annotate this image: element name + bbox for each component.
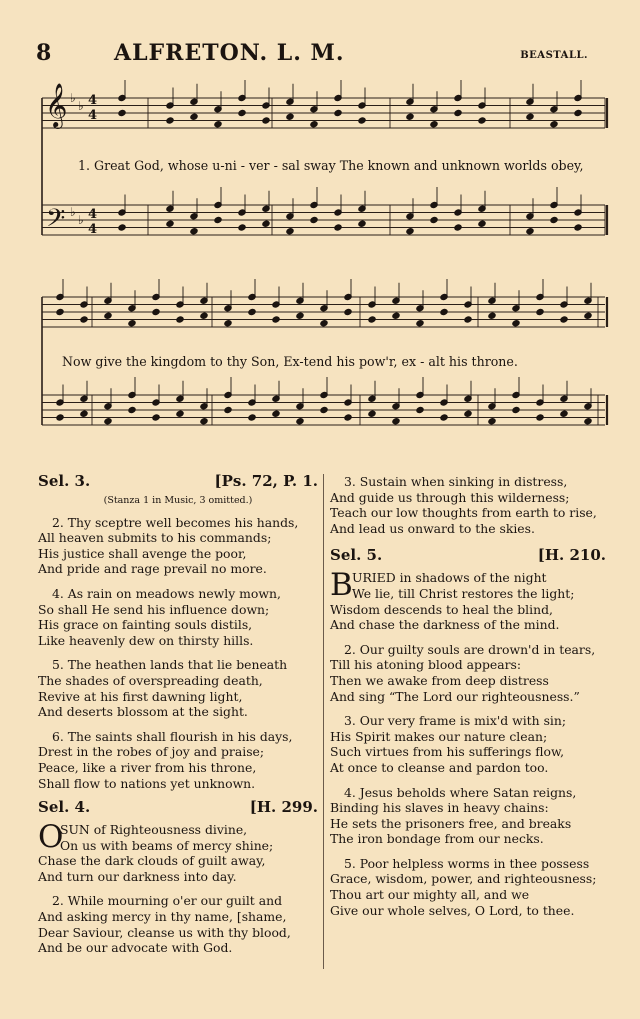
svg-text:♭: ♭ [70, 205, 76, 219]
selection-label: Sel. 5. [330, 546, 383, 565]
selection-heading [38, 474, 318, 496]
stanza-line: Such virtues from his sufferings flow, [330, 744, 565, 760]
bass-clef-icon: 𝄢 [46, 204, 66, 239]
stanza-line: SUN of Righteousness divine, [60, 822, 248, 838]
stanza-line: The iron bondage from our necks. [330, 831, 544, 847]
stanza-line: Chase the dark clouds of guilt away, [38, 853, 266, 869]
stanza-line: Grace, wisdom, power, and righteousness; [330, 871, 597, 887]
stanza-line: And turn our darkness into day. [38, 868, 237, 884]
stanza-line: 6. The saints shall flourish in his days, [52, 728, 293, 744]
time-signature-icon: 4 [88, 93, 98, 108]
stanza-line: All heaven submits to his commands; [38, 530, 272, 546]
stanza [330, 713, 606, 775]
stanza-line: Wisdom descends to heal the blind, [330, 601, 553, 617]
stanza-line: And deserts blossom at the sight. [38, 704, 248, 720]
page-number: 8 [36, 40, 52, 66]
stanza-line: Revive at his first dawning light, [38, 688, 243, 704]
stanza-line: Give our whole selves, O Lord, to thee. [330, 902, 575, 918]
stanza [330, 785, 606, 847]
stanza-line: 4. As rain on meadows newly mown, [52, 585, 281, 601]
stanza-line: 2. Our guilty souls are drown'd in tears, [344, 641, 596, 657]
stanza-line: At once to cleanse and pardon too. [330, 759, 549, 775]
drop-cap: B [330, 567, 353, 604]
stanza-line: Thou art our mighty all, and we [330, 887, 530, 903]
stanza-line: And lead us onward to the skies. [330, 520, 535, 536]
stanza-line: Like heavenly dew on thirsty hills. [38, 632, 254, 648]
stanza-line: Shall flow to nations yet unknown. [38, 775, 256, 791]
stanza-line: The shades of overspreading death, [38, 672, 263, 688]
selection-reference: [H. 210. [537, 546, 606, 565]
stanza-line: 2. Thy sceptre well becomes his hands, [52, 514, 299, 530]
svg-text:4: 4 [88, 108, 98, 123]
stanza-line: Peace, like a river from his throne, [38, 759, 257, 775]
lyric-line-1: 1. Great God, whose u-ni - ver - sal sway The known and unknown worlds obey, [78, 158, 584, 173]
svg-text:4: 4 [88, 222, 98, 237]
stanza [38, 819, 318, 884]
stanza-line: Dear Saviour, cleanse us with thy blood, [38, 924, 291, 940]
stanza-line: We lie, till Christ restores the light; [352, 585, 575, 601]
stanza-line: And chase the darkness of the mind. [330, 617, 560, 633]
stanza-line: 3. Sustain when sinking in distress, [344, 474, 568, 489]
stanza-line: And asking mercy in thy name, [shame, [38, 909, 287, 925]
svg-text:♭: ♭ [78, 99, 84, 113]
selection-label: Sel. 3. [38, 472, 91, 490]
stanza-line: Teach our low thoughts from earth to rise, [330, 505, 597, 521]
tune-title: ALFRETON. L. M. [114, 40, 345, 66]
right-column [330, 474, 606, 927]
column-divider [323, 474, 324, 969]
stanza-line: Drest in the robes of joy and praise; [38, 744, 265, 760]
stanza [330, 474, 606, 536]
stanza [38, 893, 318, 955]
svg-text:4: 4 [88, 207, 98, 222]
treble-clef-icon: 𝄞 [45, 83, 68, 127]
left-column [38, 474, 318, 965]
stanza-line: On us with beams of mercy shine; [60, 837, 274, 853]
stanza [38, 515, 318, 577]
stanza-line: And be our advocate with God. [38, 940, 233, 956]
stanza-line: 2. While mourning o'er our guilt and [52, 893, 282, 909]
stanza [330, 567, 606, 633]
stanza [38, 586, 318, 648]
drop-cap: O [38, 819, 64, 856]
lyric-line-2: Now give the kingdom to thy Son, Ex-tend his pow'r, ex - alt his throne. [62, 354, 518, 369]
stanza-line: Then we awake from deep distress [330, 672, 549, 688]
flat-icon: ♭ [70, 91, 76, 105]
stanza [330, 856, 606, 918]
stanza-line: URIED in shadows of the night [352, 570, 547, 586]
selection-reference: [Ps. 72, P. 1. [214, 472, 318, 490]
svg-text:♭: ♭ [78, 213, 84, 227]
stanza-line: And guide us through this wilderness; [330, 489, 570, 505]
stanza [330, 642, 606, 704]
selection-heading [38, 800, 318, 822]
stanza-line: So shall He send his influence down; [38, 601, 270, 617]
stanza-note: (Stanza 1 in Music, 3 omitted.) [103, 495, 253, 506]
stanza-line: Binding his slaves in heavy chains: [330, 800, 549, 816]
stanza-line: And sing “The Lord our righteousness.” [330, 688, 580, 704]
stanza-line: He sets the prisoners free, and breaks [330, 815, 572, 831]
stanza [38, 729, 318, 791]
stanza-line: Till his atoning blood appears: [330, 657, 522, 673]
stanza-line: His justice shall avenge the poor, [38, 545, 247, 561]
stanza-line: 3. Our very frame is mix'd with sin; [344, 713, 567, 729]
stanza [38, 657, 318, 719]
stanza-line: His Spirit makes our nature clean; [330, 728, 548, 744]
stanza-line: 5. Poor helpless worms in thee possess [344, 855, 590, 871]
stanza-line: 5. The heathen lands that lie beneath [52, 657, 288, 673]
selection-heading [330, 548, 606, 570]
stanza-line: And pride and rage prevail no more. [38, 561, 267, 577]
stanza-line: His grace on fainting souls distils, [38, 617, 253, 633]
composer-name: BEASTALL. [520, 50, 588, 61]
music-score [0, 0, 640, 460]
selection-reference: [H. 299. [249, 798, 318, 817]
selection-label: Sel. 4. [38, 798, 91, 817]
stanza-line: 4. Jesus beholds where Satan reigns, [344, 784, 577, 800]
